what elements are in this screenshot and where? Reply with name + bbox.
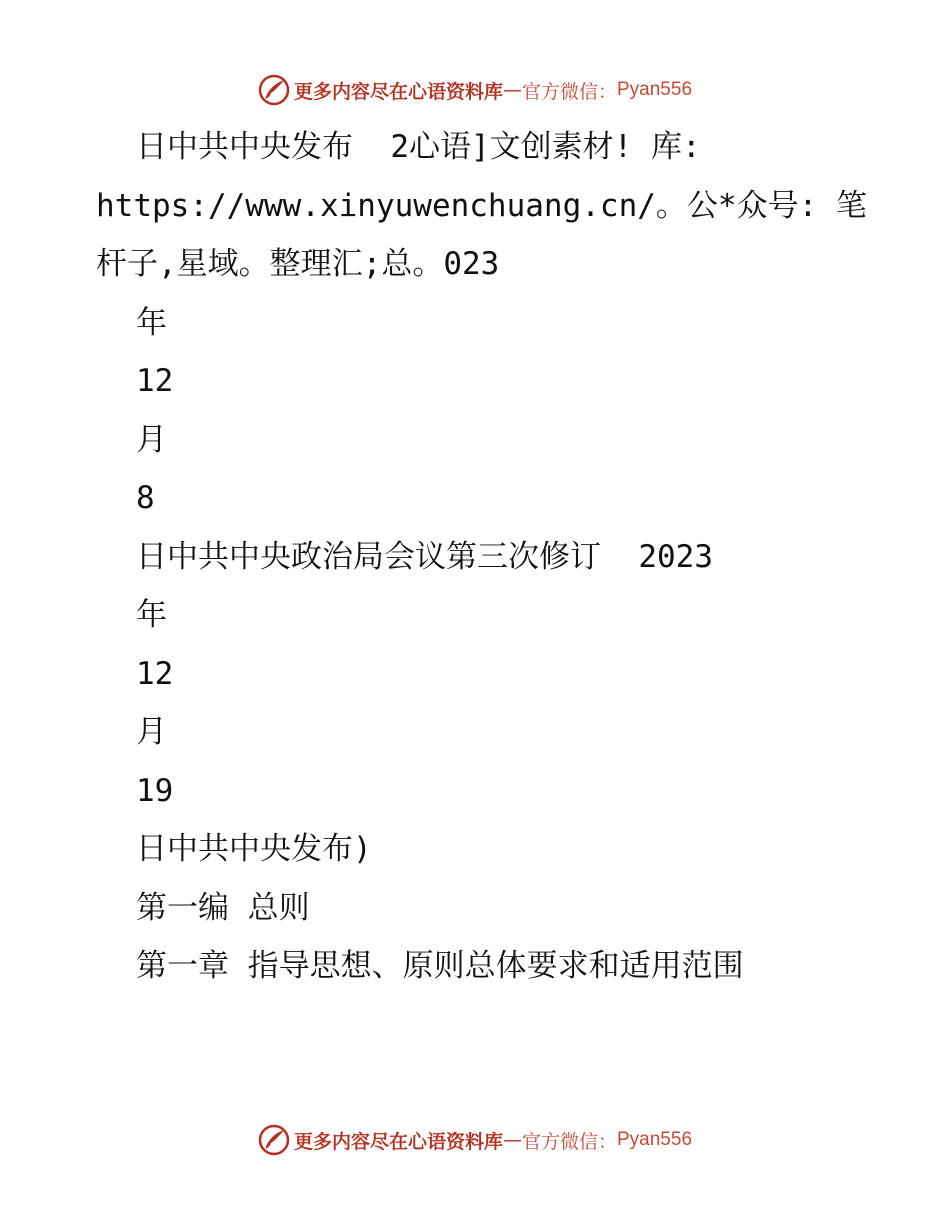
text-line: 日中共中央政治局会议第三次修订 2023 xyxy=(136,538,713,575)
quill-logo-icon xyxy=(258,74,290,106)
watermark-separator: — xyxy=(502,79,522,101)
text-line: 日中共中央发布 2心语]文创素材! 库: xyxy=(136,129,701,165)
chapter-heading: 第一章 指导思想、原则总体要求和适用范围 xyxy=(136,948,744,984)
watermark-separator: — xyxy=(502,1129,522,1151)
watermark-wechat-label: 官方微信： xyxy=(521,80,617,103)
text-line: 年 xyxy=(136,304,167,341)
part-heading: 第一编 总则 xyxy=(136,889,310,926)
text-line: https://www.xinyuwenchuang.cn/。公*众号: 笔 xyxy=(96,187,867,224)
quill-logo-icon xyxy=(258,1124,290,1156)
text-line: 月 xyxy=(136,714,167,750)
text-line: 8 xyxy=(136,480,155,516)
watermark-wechat-id: Pyan556 xyxy=(617,79,693,100)
watermark-wechat-id: Pyan556 xyxy=(617,1129,693,1150)
watermark-wechat-label: 官方微信： xyxy=(521,1130,617,1153)
text-line: 月 xyxy=(136,421,167,458)
footer-watermark xyxy=(0,1120,950,1160)
text-line: 12 xyxy=(136,363,174,399)
watermark-text: 更多内容尽在心语资料库 xyxy=(293,80,503,103)
text-line: 12 xyxy=(136,655,174,692)
text-line: 杆子,星域。整理汇;总。023 xyxy=(96,246,500,282)
header-watermark xyxy=(0,70,950,110)
document-body xyxy=(96,118,867,996)
text-line: 日中共中央发布) xyxy=(136,831,372,867)
text-line: 年 xyxy=(136,597,167,633)
watermark-text: 更多内容尽在心语资料库 xyxy=(293,1130,503,1153)
text-line: 19 xyxy=(136,772,174,809)
